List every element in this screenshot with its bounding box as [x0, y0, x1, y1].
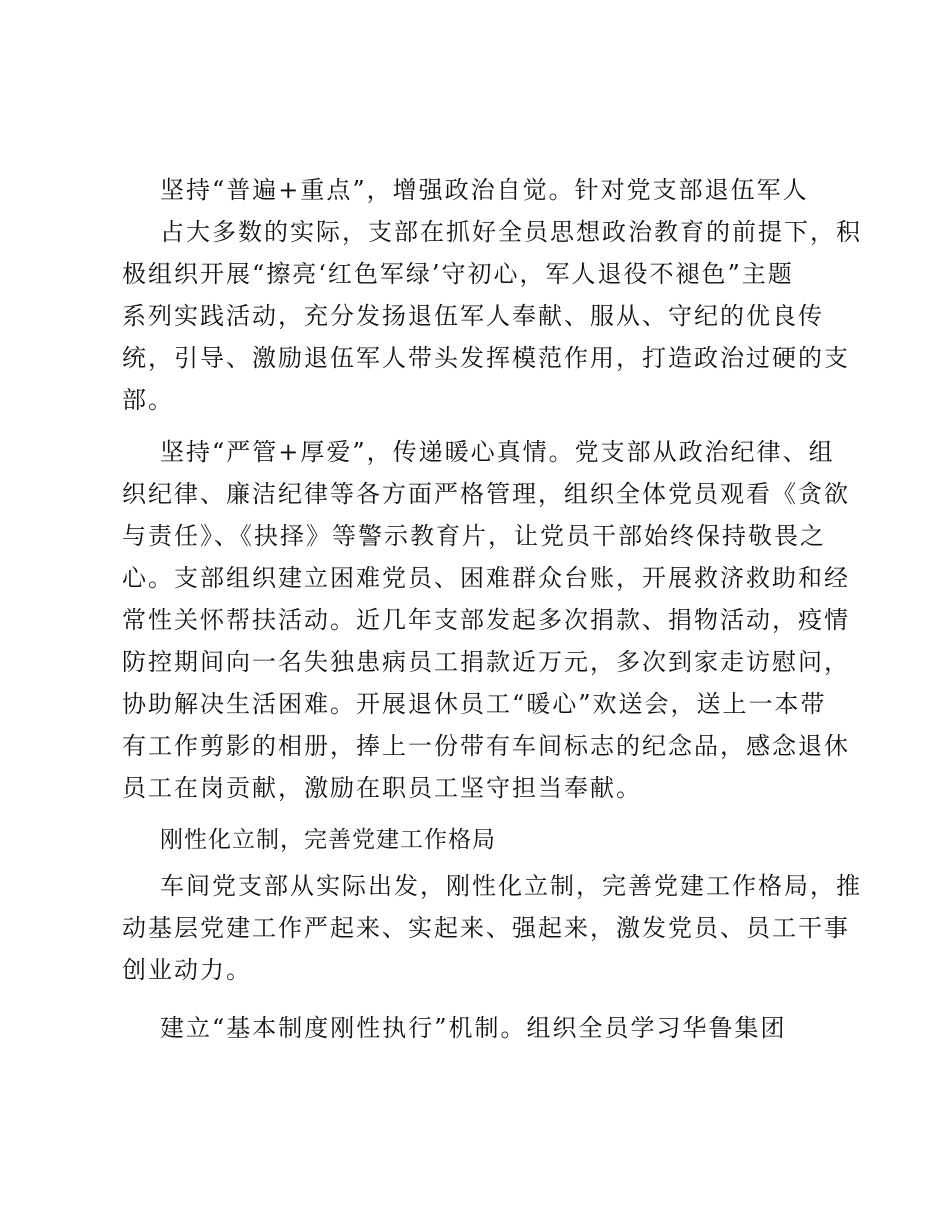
paragraph-2-line-3: 与责任》、《抉择》等警示教育片，让党员干部始终保持敬畏之 [122, 522, 826, 550]
paragraph-2-line-4: 心。支部组织建立困难党员、困难群众台账，开展救济救助和经 [122, 564, 850, 592]
paragraph-3-line-1: 车间党支部从实际出发，刚性化立制，完善党建工作格局，推 [160, 872, 862, 900]
paragraph-2-line-2: 织纪律、廉洁纪律等各方面严格管理，组织全体党员观看《贪欲 [122, 480, 850, 508]
paragraph-1-line-1: 坚持“普遍+重点”，增强政治自觉。针对党支部退伍军人 [160, 176, 809, 204]
paragraph-1-line-2: 占大多数的实际，支部在抓好全员思想政治教育的前提下，积 [160, 218, 862, 246]
paragraph-2-line-8: 有工作剪影的相册，捧上一份带有车间标志的纪念品，感念退休 [122, 732, 850, 760]
paragraph-2-line-9: 员工在岗贡献，激励在职员工坚守担当奉献。 [122, 774, 642, 802]
paragraph-3-line-3: 创业动力。 [122, 956, 252, 984]
paragraph-3-line-2: 动基层党建工作严起来、实起来、强起来，激发党员、员工干事 [122, 914, 850, 942]
paragraph-1-line-5: 统，引导、激励退伍军人带头发挥模范作用，打造政治过硬的支 [122, 344, 850, 372]
paragraph-1-line-6: 部。 [122, 386, 174, 414]
paragraph-2-line-1: 坚持“严管+厚爱”，传递暖心真情。党支部从政治纪律、组 [160, 438, 835, 466]
paragraph-2-line-5: 常性关怀帮扶活动。近几年支部发起多次捐款、捐物活动，疫情 [122, 606, 850, 634]
paragraph-2-line-6: 防控期间向一名失独患病员工捐款近万元，多次到家走访慰问， [122, 648, 850, 676]
paragraph-4-line-1: 建立“基本制度刚性执行”机制。组织全员学习华鲁集团 [160, 1014, 787, 1042]
paragraph-1-line-4: 系列实践活动，充分发扬退伍军人奉献、服从、守纪的优良传 [122, 302, 824, 330]
paragraph-2-line-7: 协助解决生活困难。开展退休员工“暖心”欢送会，送上一本带 [122, 690, 827, 718]
paragraph-1-line-3: 极组织开展“擦亮‘红色军绿’守初心，军人退役不褪色”主题 [122, 260, 794, 288]
section-heading: 刚性化立制，完善党建工作格局 [160, 827, 496, 853]
